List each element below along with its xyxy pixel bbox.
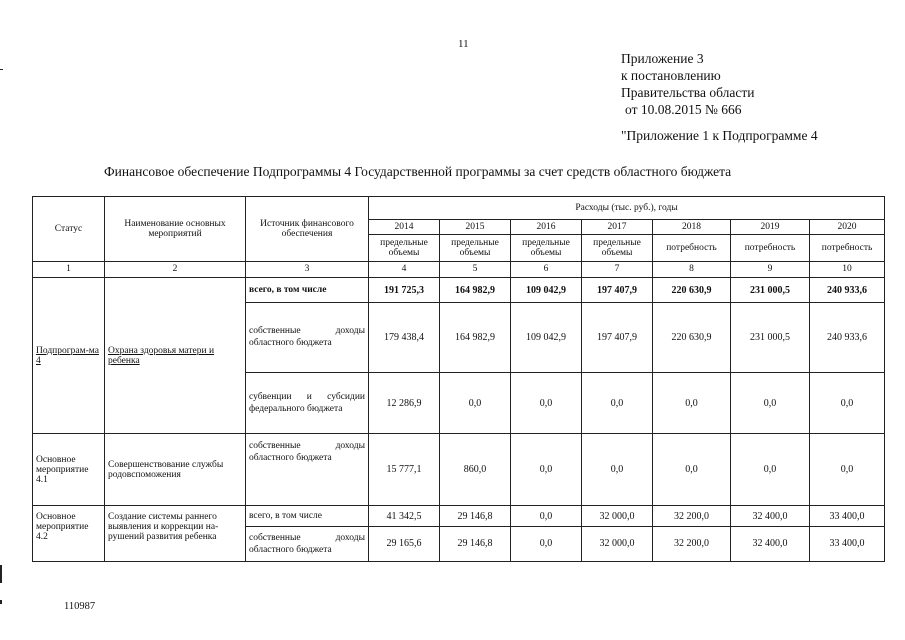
value-cell: 0,0 <box>511 506 582 527</box>
budget-table <box>32 196 885 562</box>
value-cell: 109 042,9 <box>511 302 582 372</box>
column-number: 4 <box>369 261 440 277</box>
value-cell: 179 438,4 <box>369 302 440 372</box>
status-cell: Подпрограм-ма 4 <box>33 278 105 434</box>
table-row <box>33 434 885 506</box>
value-cell: 231 000,5 <box>731 302 810 372</box>
column-number: 9 <box>731 261 810 277</box>
header-year: 2017 <box>582 219 653 234</box>
value-cell: 0,0 <box>731 434 810 506</box>
column-number: 3 <box>246 261 369 277</box>
header-source: Источник финансового обеспечения <box>246 197 369 262</box>
activity-name-cell: Совершенствование службы родовспоможения <box>105 434 246 506</box>
value-cell: 220 630,9 <box>653 302 731 372</box>
value-cell: 32 200,0 <box>653 526 731 561</box>
value-cell: 32 000,0 <box>582 526 653 561</box>
value-cell: 29 146,8 <box>440 506 511 527</box>
appendix-quote: "Приложение 1 к Подпрограмме 4 <box>621 128 818 143</box>
header-year: 2020 <box>810 219 885 234</box>
value-cell: 32 400,0 <box>731 526 810 561</box>
value-cell: 33 400,0 <box>810 526 885 561</box>
column-number: 8 <box>653 261 731 277</box>
status-cell: Основное мероприятие 4.2 <box>33 506 105 562</box>
header-name: Наименование основных мероприятий <box>105 197 246 262</box>
value-cell: 231 000,5 <box>731 278 810 303</box>
value-cell: 109 042,9 <box>511 278 582 303</box>
value-cell: 0,0 <box>440 372 511 434</box>
column-number: 1 <box>33 261 105 277</box>
value-cell: 12 286,9 <box>369 372 440 434</box>
value-cell: 0,0 <box>810 372 885 434</box>
header-status: Статус <box>33 197 105 262</box>
value-cell: 0,0 <box>582 434 653 506</box>
header-year: 2015 <box>440 219 511 234</box>
value-cell: 0,0 <box>731 372 810 434</box>
source-cell: собственные доходы областного бюджета <box>246 434 369 506</box>
header-year: 2014 <box>369 219 440 234</box>
value-cell: 164 982,9 <box>440 302 511 372</box>
value-cell: 0,0 <box>511 372 582 434</box>
appendix-line: от 10.08.2015 № 666 <box>625 102 742 117</box>
source-cell: собственные доходы областного бюджета <box>246 526 369 561</box>
appendix-block <box>621 50 754 118</box>
column-number: 10 <box>810 261 885 277</box>
scan-edge-mark <box>0 565 2 583</box>
value-cell: 32 200,0 <box>653 506 731 527</box>
footer-code: 110987 <box>64 601 96 612</box>
value-cell: 0,0 <box>511 526 582 561</box>
value-cell: 33 400,0 <box>810 506 885 527</box>
value-cell: 0,0 <box>582 372 653 434</box>
source-cell: всего, в том числе <box>246 506 369 527</box>
value-cell: 0,0 <box>653 434 731 506</box>
column-number: 7 <box>582 261 653 277</box>
value-cell: 860,0 <box>440 434 511 506</box>
value-cell: 29 146,8 <box>440 526 511 561</box>
value-cell: 32 400,0 <box>731 506 810 527</box>
value-cell: 41 342,5 <box>369 506 440 527</box>
header-kind: потребность <box>731 235 810 262</box>
value-cell: 15 777,1 <box>369 434 440 506</box>
value-cell: 197 407,9 <box>582 278 653 303</box>
appendix-line: Приложение 3 <box>621 51 704 66</box>
value-cell: 240 933,6 <box>810 302 885 372</box>
table-row <box>33 506 885 527</box>
page-number: 11 <box>458 38 469 50</box>
table-row <box>33 278 885 303</box>
header-kind: предельные объемы <box>582 235 653 262</box>
source-cell: всего, в том числе <box>246 278 369 303</box>
value-cell: 164 982,9 <box>440 278 511 303</box>
header-kind: предельные объемы <box>511 235 582 262</box>
value-cell: 220 630,9 <box>653 278 731 303</box>
header-year: 2018 <box>653 219 731 234</box>
header-year: 2016 <box>511 219 582 234</box>
header-kind: потребность <box>810 235 885 262</box>
value-cell: 240 933,6 <box>810 278 885 303</box>
header-kind: потребность <box>653 235 731 262</box>
column-number: 5 <box>440 261 511 277</box>
header-expenses: Расходы (тыс. руб.), годы <box>369 197 885 220</box>
source-cell: субвенции и субсидии федерального бюджета <box>246 372 369 434</box>
scan-edge-mark <box>0 69 3 70</box>
activity-name-cell: Охрана здоровья матери и ребенка <box>105 278 246 434</box>
value-cell: 32 000,0 <box>582 506 653 527</box>
appendix-line: Правительства области <box>621 85 755 100</box>
scan-edge-mark <box>0 600 2 604</box>
source-cell: собственные доходы областного бюджета <box>246 302 369 372</box>
column-number: 6 <box>511 261 582 277</box>
value-cell: 0,0 <box>511 434 582 506</box>
value-cell: 0,0 <box>810 434 885 506</box>
value-cell: 197 407,9 <box>582 302 653 372</box>
value-cell: 0,0 <box>653 372 731 434</box>
value-cell: 29 165,6 <box>369 526 440 561</box>
appendix-line: к постановлению <box>621 68 721 83</box>
header-year: 2019 <box>731 219 810 234</box>
value-cell: 191 725,3 <box>369 278 440 303</box>
header-kind: предельные объемы <box>440 235 511 262</box>
activity-name-cell: Создание системы раннего выявления и коррекции на-рушений развития ребенка <box>105 506 246 562</box>
header-kind: предельные объемы <box>369 235 440 262</box>
status-cell: Основное мероприятие 4.1 <box>33 434 105 506</box>
document-title: Финансовое обеспечение Подпрограммы 4 Государственной программы за счет средств областного бюджета <box>104 164 732 179</box>
column-number: 2 <box>105 261 246 277</box>
